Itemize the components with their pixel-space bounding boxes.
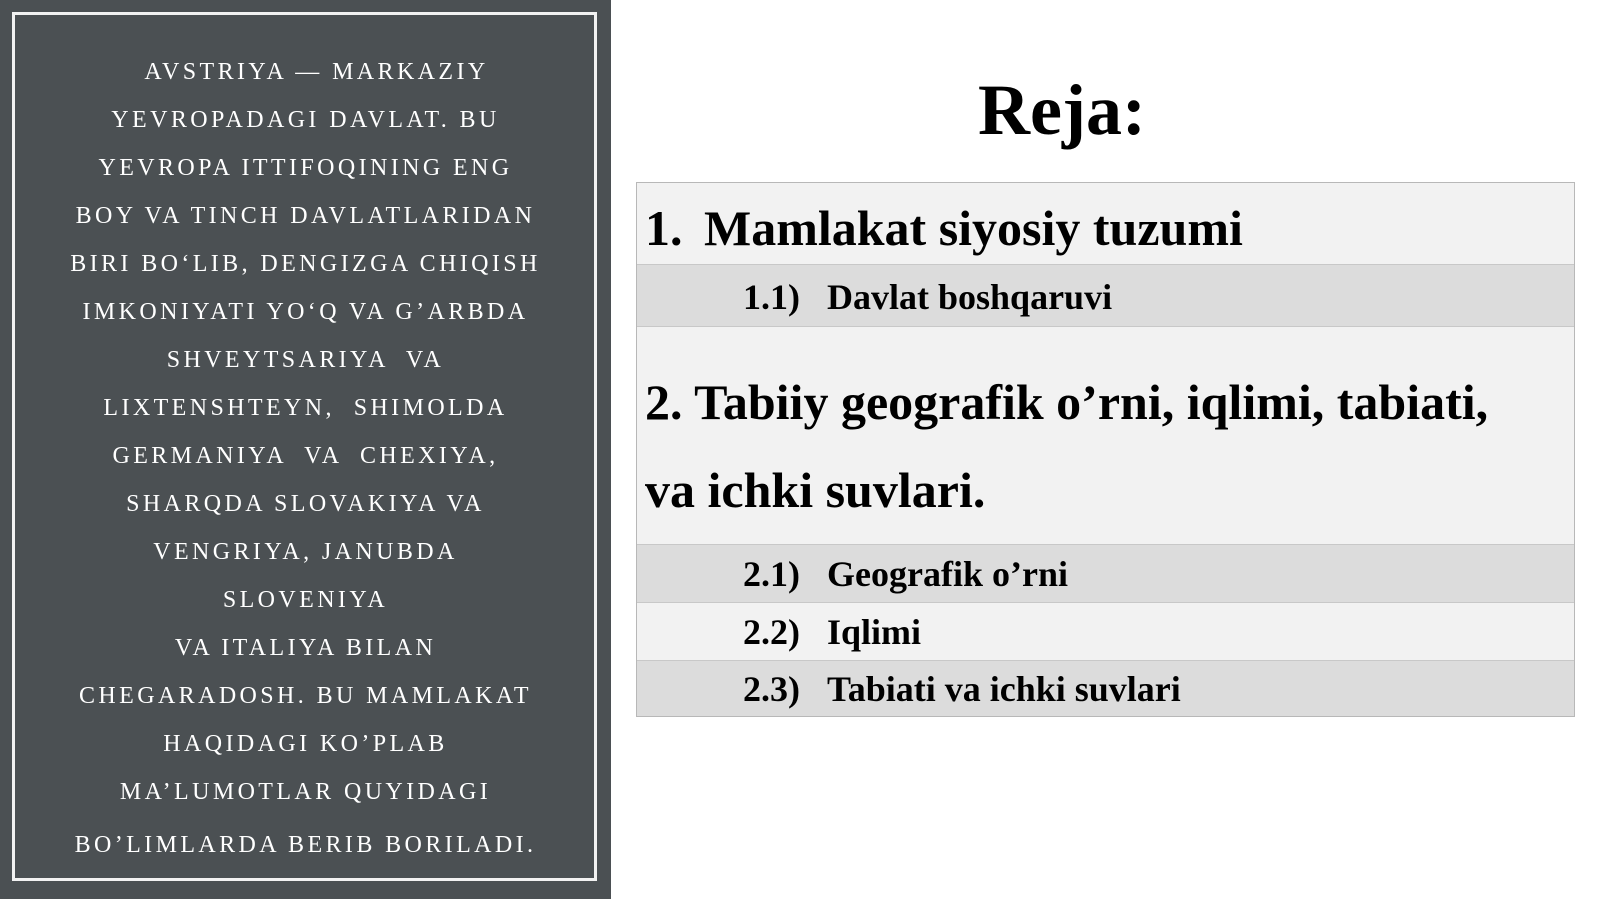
intro-line: YEVROPADAGI DAVLAT. BU bbox=[111, 107, 500, 133]
toc-item-1-number: 1. bbox=[645, 200, 683, 256]
intro-panel bbox=[0, 0, 611, 899]
page-title: Reja: bbox=[978, 70, 1146, 150]
toc-item-2-2-number: 2.2) bbox=[743, 612, 800, 652]
toc-item-2-1-number: 2.1) bbox=[743, 554, 800, 594]
toc-item-2-2 bbox=[637, 603, 1574, 661]
toc-item-2 bbox=[637, 327, 1574, 545]
toc-item-2-label-line2: va ichki suvlari. bbox=[645, 462, 986, 518]
toc-item-2-3-label: Tabiati va ichki suvlari bbox=[827, 669, 1181, 709]
intro-line: LIXTENSHTEYN, SHIMOLDA bbox=[103, 395, 508, 421]
toc-item-2-1 bbox=[637, 545, 1574, 603]
toc-item-1 bbox=[637, 183, 1574, 265]
toc-item-1-label: Mamlakat siyosiy tuzumi bbox=[704, 200, 1243, 256]
toc-item-2-2-label: Iqlimi bbox=[827, 612, 922, 652]
intro-line: MA’LUMOTLAR QUYIDAGI bbox=[119, 779, 492, 805]
toc-item-2-1-label: Geografik o’rni bbox=[827, 554, 1068, 594]
intro-line: BIRI BO‘LIB, DENGIZGA CHIQISH bbox=[70, 251, 541, 277]
intro-line: SHVEYTSARIYA VA bbox=[166, 347, 445, 373]
toc-item-2-3 bbox=[637, 661, 1574, 716]
intro-line: GERMANIYA VA CHEXIYA, bbox=[112, 443, 499, 469]
table-of-contents bbox=[636, 182, 1575, 717]
intro-line: CHEGARADOSH. BU MAMLAKAT bbox=[79, 683, 532, 709]
intro-line: VENGRIYA, JANUBDA bbox=[153, 539, 458, 565]
toc-item-2-3-number: 2.3) bbox=[743, 669, 800, 709]
intro-line: IMKONIYATI YO‘Q VA G’ARBDA bbox=[82, 299, 529, 325]
intro-line: HAQIDAGI KO’PLAB bbox=[163, 731, 448, 757]
intro-line: BO’LIMLARDA BERIB BORILADI. bbox=[74, 832, 537, 858]
toc-item-2-label-line1: 2. Tabiiy geografik o’rni, iqlimi, tabiati, bbox=[645, 374, 1489, 430]
intro-line: AVSTRIYA — MARKAZIY bbox=[144, 59, 489, 85]
toc-item-1-1 bbox=[637, 265, 1574, 327]
intro-line: BOY VA TINCH DAVLATLARIDAN bbox=[75, 203, 536, 229]
intro-line: SHARQDA SLOVAKIYA VA bbox=[126, 491, 485, 517]
intro-line: SLOVENIYA bbox=[222, 587, 389, 613]
intro-line: YEVROPA ITTIFOQINING ENG bbox=[98, 155, 513, 181]
toc-item-1-1-number: 1.1) bbox=[743, 277, 800, 317]
toc-item-1-1-label: Davlat boshqaruvi bbox=[827, 277, 1113, 317]
intro-line: VA ITALIYA BILAN bbox=[174, 635, 437, 661]
